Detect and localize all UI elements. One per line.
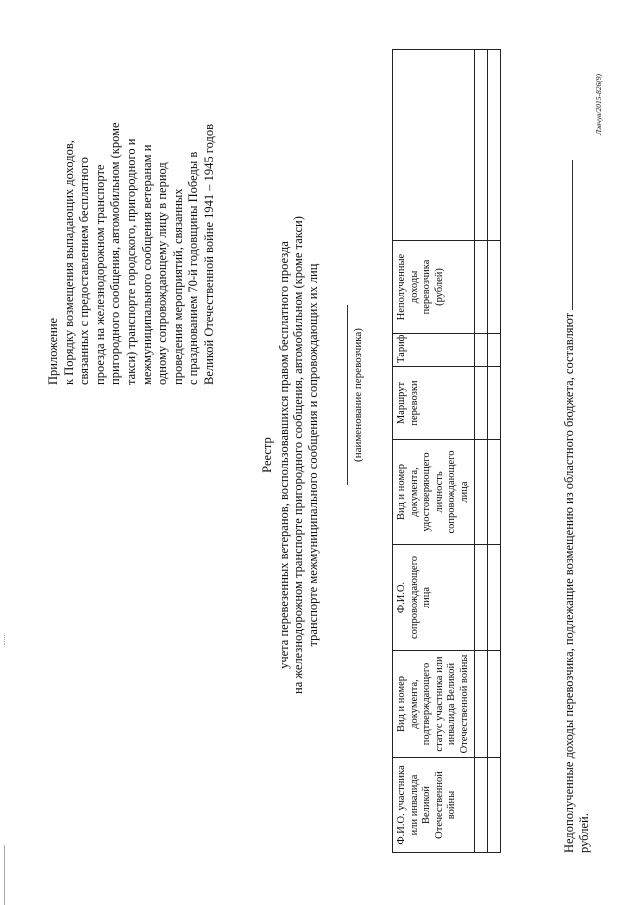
table-cell	[488, 334, 501, 367]
registry-subtitle-line: транспорте межмуниципального сообщения и сопровождающих их лиц	[305, 263, 320, 647]
col-header-tariff: Тариф	[393, 334, 475, 367]
table-cell	[488, 440, 501, 545]
col-header-route: Маршрут перевозки	[393, 367, 475, 440]
col-header-lost-income: Неполученные доходы перевозчика (рублей)	[393, 241, 475, 334]
col-header-veteran-document: Вид и номер документа, подтверждающего статус участника или инвалида Великой Отечественной войны	[393, 651, 475, 758]
footnote-text: Недополученные доходы перевозчика, подлежащие возмещению из областного бюджета, составляют	[562, 312, 576, 853]
appendix-line: проведения мероприятий, связанных	[170, 188, 185, 385]
registry-subtitle-line: учета перевезенных ветеранов, воспользовавшихся правом бесплатного проезда	[276, 241, 291, 669]
document-code: Лзвчув/2015-826(9)	[594, 74, 603, 135]
carrier-caption: (наименование перевозчика)	[352, 328, 364, 462]
table-cell	[488, 241, 501, 334]
appendix-line: Великой Отечественной войне 1941 – 1945 годов	[201, 124, 216, 385]
carrier-name-blank	[347, 305, 348, 485]
footnote-end: рублей.	[577, 813, 591, 853]
col-header-veteran-name: Ф.И.О. участника или инвалида Великой Отечественной войны	[393, 758, 475, 853]
appendix-line: пригородного сообщения, автомобильном (кроме	[108, 122, 123, 385]
appendix-line: одному сопровождающему лицу в период	[155, 162, 170, 385]
appendix-line: с празднованием 70-й годовщины Победы в	[186, 151, 201, 385]
table-cell	[488, 545, 501, 651]
appendix-line: такси) транспорте городского, пригородного и	[123, 138, 138, 385]
registry-subtitle-line: на железнодорожном транспорте пригородного сообщения, автомобильном (кроме такси)	[291, 216, 305, 694]
footnote	[560, 58, 592, 853]
table-cell	[475, 367, 488, 440]
table-cell	[475, 651, 488, 758]
table-cell	[488, 50, 501, 241]
col-header-blank	[393, 50, 475, 241]
appendix-line: проезда на железнодорожном транспорте	[92, 164, 107, 385]
registry-table	[392, 49, 501, 853]
col-header-companion-name: Ф.И.О. сопровождающего лица	[393, 545, 475, 651]
table-cell	[475, 440, 488, 545]
table-cell	[475, 545, 488, 651]
table-cell	[475, 50, 488, 241]
table-row	[488, 50, 501, 853]
table-cell	[488, 367, 501, 440]
table-cell	[488, 651, 501, 758]
table-cell	[475, 758, 488, 853]
margin-dotted-rule	[4, 635, 5, 645]
table-cell	[488, 758, 501, 853]
table-cell	[475, 241, 488, 334]
appendix-line: Приложение	[46, 317, 60, 385]
appendix-line: межмуниципального сообщения ветеранам и	[139, 144, 154, 385]
registry-title	[260, 135, 320, 775]
margin-rule	[4, 845, 5, 905]
amount-blank	[560, 160, 573, 310]
table-cell	[475, 334, 488, 367]
table-header-row	[393, 50, 475, 853]
col-header-companion-document: Вид и номер документа, удостоверяющего личность сопровождающего лица	[393, 440, 475, 545]
appendix-line: к Порядку возмещения выпадающих доходов,	[61, 140, 76, 385]
registry-heading: Реестр	[260, 437, 274, 473]
appendix-note	[46, 45, 218, 385]
appendix-line: связанных с предоставлением бесплатного	[77, 156, 92, 385]
table-row	[475, 50, 488, 853]
